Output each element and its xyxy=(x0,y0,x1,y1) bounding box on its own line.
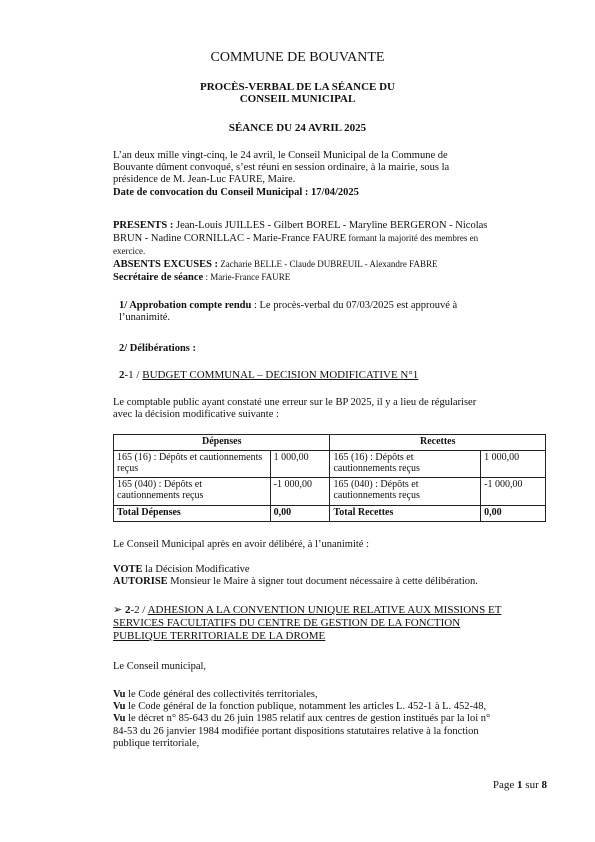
autorise-label: AUTORISE xyxy=(113,576,168,588)
table-row xyxy=(114,450,546,478)
secretary-name: : Marie-France FAURE xyxy=(203,271,291,282)
item2-2-line1 xyxy=(113,604,553,617)
item2-1-heading xyxy=(119,369,491,381)
dep-value: 1 000,00 xyxy=(270,450,330,478)
decision-after: Le Conseil Municipal après en avoir délibéré, à l’unanimité : xyxy=(113,539,369,550)
total-dep-label: Total Dépenses xyxy=(114,506,271,522)
presents-names: Jean-Louis JUILLES - Gilbert BOREL - Maryline BERGERON - Nicolas xyxy=(173,220,488,231)
intro-line: L’an deux mille vingt-cinq, le 24 avril, le Conseil Municipal de la Commune de xyxy=(113,150,448,161)
vu-line xyxy=(113,701,553,713)
pv-title-line2: CONSEIL MUNICIPAL xyxy=(239,93,356,105)
vote-label: VOTE xyxy=(113,564,143,575)
page-word: Page xyxy=(492,779,518,791)
item2-1-line1: Le comptable public ayant constaté une erreur sur le BP 2025, il y a lieu de régulariser xyxy=(113,397,477,408)
dep-label: 165 (040) : Dépôts et cautionnements reçus xyxy=(114,478,271,506)
col-depenses: Dépenses xyxy=(114,435,330,451)
majority-note-2: exercice. xyxy=(113,246,146,257)
item2-2-title-line3: PUBLIQUE TERRITORIALE DE LA DROME xyxy=(113,630,326,642)
total-rec-value: 0,00 xyxy=(481,506,546,522)
vu-line-cont: publique territoriale, xyxy=(113,737,200,749)
presents-names-2: BRUN - Nadine CORNILLAC - Marie-France FAURE xyxy=(113,233,347,245)
conseil-line: Le Conseil municipal, xyxy=(113,661,207,672)
item2-2-num-suffix: -2 / xyxy=(130,604,148,616)
intro-paragraph xyxy=(113,150,485,199)
rec-label: 165 (16) : Dépôts et cautionnements reçus xyxy=(330,450,481,478)
page-number xyxy=(493,779,547,791)
item2-2-title: ADHESION A LA CONVENTION UNIQUE RELATIVE AUX MISSIONS ET xyxy=(147,604,502,616)
table-row xyxy=(114,478,546,506)
table-total-row xyxy=(114,506,546,522)
item2-1-num-suffix: -1 / xyxy=(124,369,143,381)
item2-1-line2: avec la décision modificative suivante : xyxy=(113,409,279,421)
vu-text: le Code général de la fonction publique, notamment les articles L. 452-1 à L. 452-48, xyxy=(125,701,487,713)
pv-title-line1: PROCÈS-VERBAL DE LA SÉANCE DU xyxy=(200,81,395,93)
item1-line2: l’unanimité. xyxy=(119,312,171,324)
intro-line: présidence de M. Jean-Luc FAURE, Maire. xyxy=(113,174,296,186)
convocation-date: Date de convocation du Conseil Municipal : 17/04/2025 xyxy=(113,186,359,198)
item2-1-text xyxy=(113,397,485,421)
item1-line1 xyxy=(119,300,546,312)
item2-2-heading xyxy=(113,604,553,643)
majority-note: formant la majorité des membres en xyxy=(346,233,479,244)
rec-value: 1 000,00 xyxy=(481,450,546,478)
vu-block xyxy=(113,689,553,750)
col-recettes: Recettes xyxy=(330,435,546,451)
decision-block xyxy=(113,564,553,588)
vote-text: la Décision Modificative xyxy=(142,564,250,575)
item1-text: : Le procès-verbal du 07/03/2025 est approuvé à xyxy=(251,300,458,311)
item2-1-title: BUDGET COMMUNAL – DECISION MODIFICATIVE N°1 xyxy=(142,369,419,381)
presents-line2 xyxy=(113,232,485,245)
seance-date: SÉANCE DU 24 AVRIL 2025 xyxy=(228,122,367,134)
intro-line: Bouvante dûment convoqué, s’est réuni en session ordinaire, à la mairie, sous la xyxy=(113,162,450,174)
item2-2-num: 2 xyxy=(122,604,131,616)
vu-label: Vu xyxy=(113,713,126,725)
arrow-bullet-icon: ➢ xyxy=(113,604,123,616)
of-word: sur xyxy=(522,779,542,791)
presents-label: PRESENTS : xyxy=(113,220,174,231)
vu-line-cont: 84-53 du 26 janvier 1984 modifiée portant dispositions statutaires relative à la fonction xyxy=(113,725,479,737)
page-current: 1 xyxy=(517,779,523,791)
vu-line xyxy=(113,689,553,701)
vote-line xyxy=(113,564,553,576)
commune-title: COMMUNE DE BOUVANTE xyxy=(210,50,385,65)
vu-label: Vu xyxy=(113,701,126,713)
absents-names: Zacharie BELLE - Claude DUBREUIL - Alexandre FABRE xyxy=(218,258,438,269)
secretary-line xyxy=(113,271,485,284)
vu-text: le Code général des collectivités territoriales, xyxy=(125,689,318,700)
autorise-line xyxy=(113,576,553,588)
autorise-text: Monsieur le Maire à signer tout document nécessaire à cette délibération. xyxy=(167,576,478,588)
dep-value: -1 000,00 xyxy=(270,478,330,506)
page-total: 8 xyxy=(541,779,547,791)
vu-label: Vu xyxy=(113,689,126,700)
vu-text: le décret n° 85-643 du 26 juin 1985 relatif aux centres de gestion institués par la loi n° xyxy=(125,713,491,725)
item1-paragraph xyxy=(119,300,546,324)
presents-line1 xyxy=(113,220,488,232)
rec-label: 165 (040) : Dépôts et cautionnements reçus xyxy=(330,478,481,506)
absents-label: ABSENTS EXCUSES : xyxy=(113,258,219,270)
total-dep-value: 0,00 xyxy=(270,506,330,522)
vu-line xyxy=(113,713,553,725)
item2-heading: 2/ Délibérations : xyxy=(119,343,196,354)
item1-label: 1/ Approbation compte rendu xyxy=(119,300,252,311)
budget-table xyxy=(113,434,546,522)
absents-line xyxy=(113,258,485,271)
pv-title xyxy=(0,81,595,105)
item2-2-title-line2: SERVICES FACULTATIFS DU CENTRE DE GESTION DE LA FONCTION xyxy=(113,617,461,629)
secretary-label: Secrétaire de séance xyxy=(113,271,204,283)
dep-label: 165 (16) : Dépôts et cautionnements reçus xyxy=(114,450,271,478)
attendance-block xyxy=(113,220,488,284)
rec-value: -1 000,00 xyxy=(481,478,546,506)
table-header-row xyxy=(114,435,546,451)
total-rec-label: Total Recettes xyxy=(330,506,481,522)
item2-1-num: 2 xyxy=(119,369,125,381)
